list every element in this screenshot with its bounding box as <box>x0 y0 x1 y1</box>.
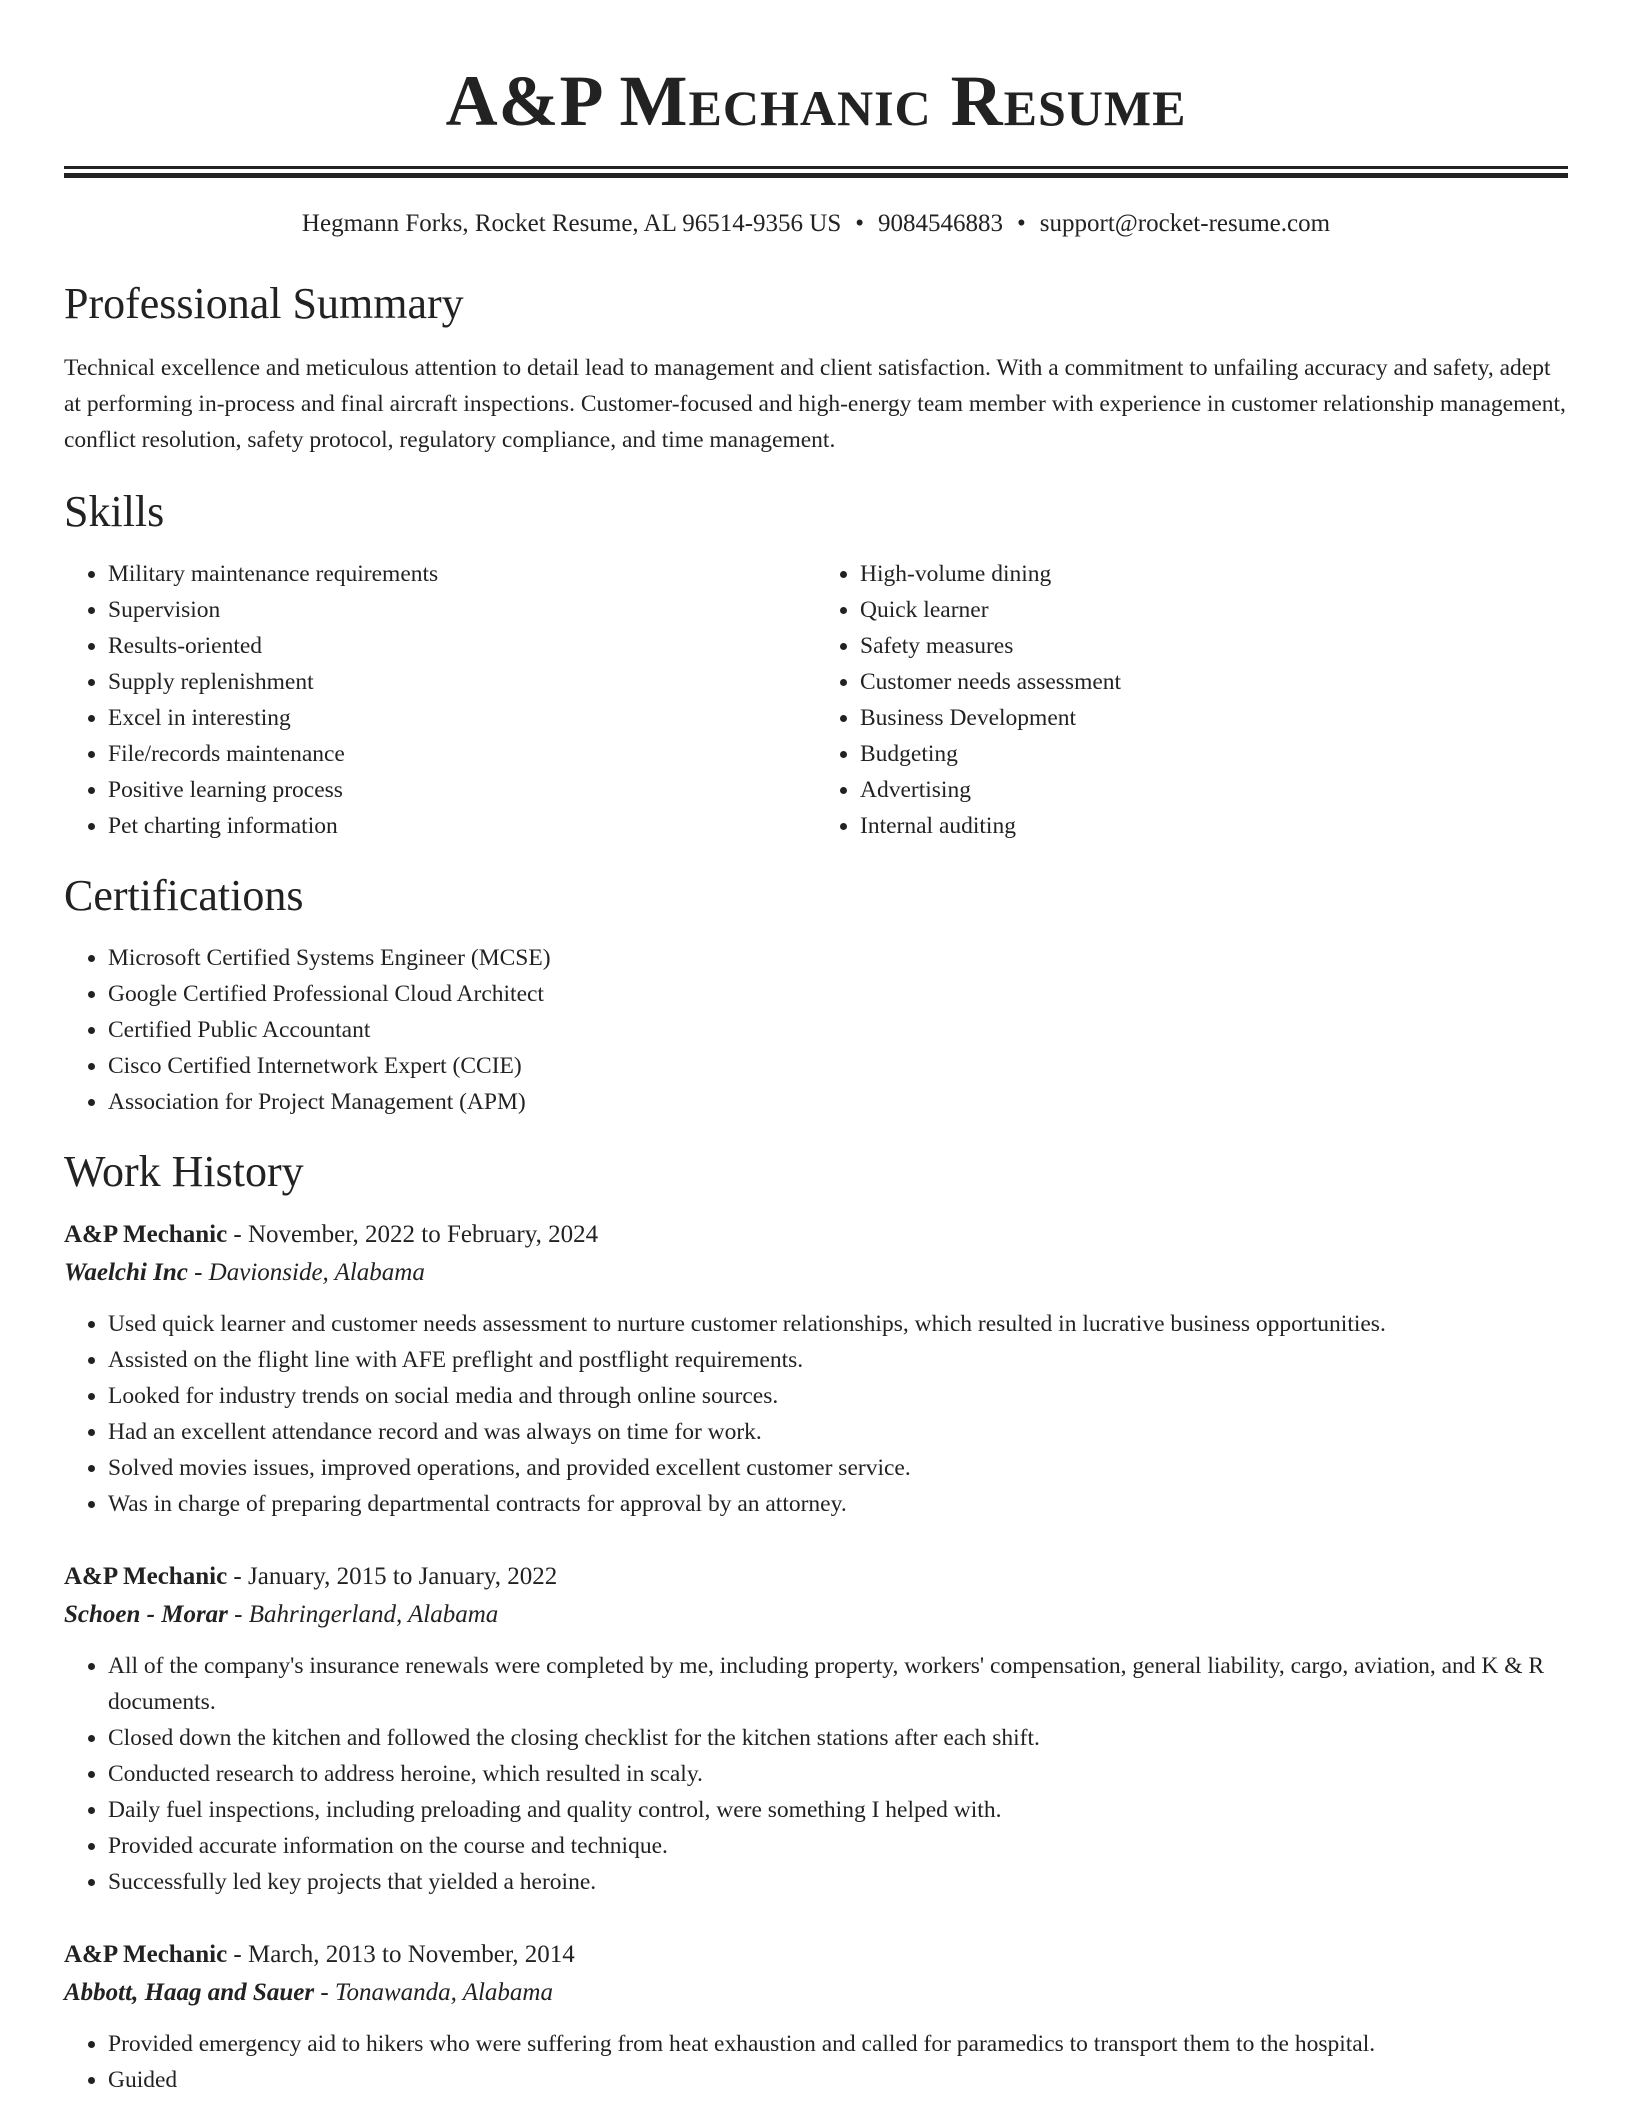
skills-heading: Skills <box>64 487 165 536</box>
job-dates: - November, 2022 to February, 2024 <box>227 1221 599 1248</box>
job-bullet: • Was in charge of preparing departmental contracts for approval by an attorney. <box>108 1486 1568 1522</box>
company-location: - Bahringerland, Alabama <box>227 1601 499 1628</box>
certifications-heading: Certifications <box>64 871 304 920</box>
job-entry <box>64 1558 1568 1900</box>
job-bullet: • Had an excellent attendance record and was always on time for work. <box>108 1414 1568 1450</box>
skill-item: • Excel in interesting <box>108 700 816 736</box>
skill-item: • High-volume dining <box>860 556 1568 592</box>
job-bullet: • Solved movies issues, improved operations, and provided excellent customer service. <box>108 1450 1568 1486</box>
job-bullet: • Successfully led key projects that yielded a heroine. <box>108 1864 1568 1900</box>
bullet-separator: • <box>855 210 864 237</box>
skill-item: • Military maintenance requirements <box>108 556 816 592</box>
job-bullet: • Guided <box>108 2062 1568 2098</box>
contact-address: Hegmann Forks, Rocket Resume, AL 96514-9356 US <box>301 210 842 237</box>
job-entry <box>64 1936 1568 2098</box>
job-bullet: • All of the company's insurance renewals were completed by me, including property, workers' compensation, general liability, cargo, aviation, and K & R documents. <box>108 1648 1568 1720</box>
certification-item: • Certified Public Accountant <box>108 1012 1568 1048</box>
job-bullet: • Looked for industry trends on social media and through online sources. <box>108 1378 1568 1414</box>
job-title: A&P Mechanic <box>64 1221 228 1248</box>
skill-item: • File/records maintenance <box>108 736 816 772</box>
job-title-line <box>64 1558 1568 1596</box>
company-name: Waelchi Inc <box>64 1259 188 1286</box>
job-bullet: • Assisted on the flight line with AFE preflight and postflight requirements. <box>108 1342 1568 1378</box>
skill-item: • Supervision <box>108 592 816 628</box>
skills-columns <box>64 556 1568 844</box>
job-dates: - January, 2015 to January, 2022 <box>227 1563 558 1590</box>
certification-item: • Google Certified Professional Cloud Architect <box>108 976 1568 1012</box>
summary-text: Technical excellence and meticulous attention to detail lead to management and client satisfaction. With a commitment to unfailing accuracy and safety, adept at performing in-process and final aircraft inspections. Customer-focused and high-energy team member with experience in customer relationship management, conflict resolution, safety protocol, regulatory compliance, and time management. <box>64 355 1566 453</box>
summary-heading: Professional Summary <box>64 279 464 328</box>
certification-item: • Microsoft Certified Systems Engineer (MCSE) <box>108 940 1568 976</box>
job-title: A&P Mechanic <box>64 1563 228 1590</box>
skill-item: • Customer needs assessment <box>860 664 1568 700</box>
skill-item: • Quick learner <box>860 592 1568 628</box>
skill-item: • Business Development <box>860 700 1568 736</box>
job-title-line <box>64 1216 1568 1254</box>
job-bullet: • Conducted research to address heroine, which resulted in scaly. <box>108 1756 1568 1792</box>
contact-phone: 9084546883 <box>878 210 1003 237</box>
job-title-line <box>64 1936 1568 1974</box>
job-bullet: • Used quick learner and customer needs assessment to nurture customer relationships, which resulted in lucrative business opportunities. <box>108 1306 1568 1342</box>
job-bullet: • Daily fuel inspections, including preloading and quality control, were something I helped with. <box>108 1792 1568 1828</box>
company-name: Schoen - Morar <box>64 1601 228 1628</box>
skill-item: • Supply replenishment <box>108 664 816 700</box>
skill-item: • Advertising <box>860 772 1568 808</box>
company-name: Abbott, Haag and Sauer <box>64 1979 315 2006</box>
skill-item: • Budgeting <box>860 736 1568 772</box>
certifications-list <box>64 940 1568 1120</box>
job-bullet: • Provided accurate information on the course and technique. <box>108 1828 1568 1864</box>
skill-item: • Positive learning process <box>108 772 816 808</box>
job-dates: - March, 2013 to November, 2014 <box>227 1941 575 1968</box>
job-bullet: • Provided emergency aid to hikers who were suffering from heat exhaustion and called for paramedics to transport them to the hospital. <box>108 2026 1568 2062</box>
skill-item: • Safety measures <box>860 628 1568 664</box>
skill-item: • Pet charting information <box>108 808 816 844</box>
skill-item: • Internal auditing <box>860 808 1568 844</box>
certification-item: • Cisco Certified Internetwork Expert (CCIE) <box>108 1048 1568 1084</box>
contact-email: support@rocket-resume.com <box>1039 210 1331 237</box>
job-entry <box>64 1216 1568 1522</box>
job-bullets <box>64 1306 1568 1522</box>
job-bullets <box>64 2026 1568 2098</box>
job-bullet: • Closed down the kitchen and followed the closing checklist for the kitchen stations after each shift. <box>108 1720 1568 1756</box>
job-title: A&P Mechanic <box>64 1941 228 1968</box>
resume-title: A&P Mechanic Resume <box>445 61 1187 141</box>
title-divider <box>64 166 1568 178</box>
skills-list-right <box>816 556 1568 844</box>
job-bullets <box>64 1648 1568 1900</box>
company-line <box>64 1596 1568 1634</box>
skills-list-left <box>64 556 816 844</box>
company-line <box>64 1974 1568 2012</box>
skill-item: • Results-oriented <box>108 628 816 664</box>
company-location: - Davionside, Alabama <box>187 1259 425 1286</box>
certification-item: • Association for Project Management (APM) <box>108 1084 1568 1120</box>
work-history-heading: Work History <box>64 1147 304 1196</box>
company-location: - Tonawanda, Alabama <box>314 1979 553 2006</box>
contact-info <box>64 208 1568 240</box>
bullet-separator: • <box>1017 210 1026 237</box>
company-line <box>64 1254 1568 1292</box>
